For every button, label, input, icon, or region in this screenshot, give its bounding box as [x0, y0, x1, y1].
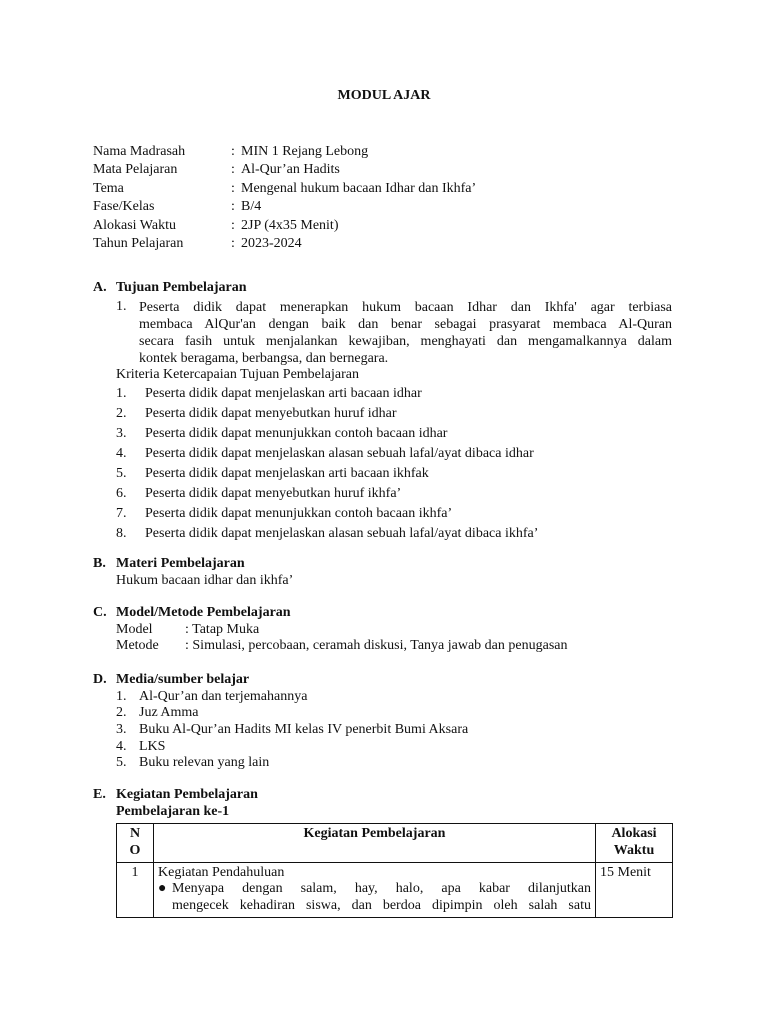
section-letter: C. — [93, 605, 107, 620]
identity-value: MIN 1 Rejang Lebong — [241, 144, 369, 159]
section-title: Materi Pembelajaran — [116, 556, 245, 571]
goal-text — [139, 299, 672, 367]
model-value: : Simulasi, percobaan, ceramah diskusi, Tanya jawab dan penugasan — [185, 637, 568, 653]
criteria-heading: Kriteria Ketercapaian Tujuan Pembelajaran — [116, 366, 359, 382]
criteria-item — [116, 504, 672, 524]
identity-label: Alokasi Waktu — [93, 217, 176, 233]
section-title: Model/Metode Pembelajaran — [116, 605, 291, 620]
criteria-number: 7. — [116, 505, 127, 521]
media-number: 1. — [116, 688, 127, 704]
identity-label: Tahun Pelajaran — [93, 235, 184, 251]
model-row — [116, 622, 567, 638]
identity-value: Mengenal hukum bacaan Idhar dan Ikhfa’ — [241, 180, 477, 196]
model-label: Metode — [116, 637, 159, 653]
section-model — [93, 605, 567, 655]
header-time-line: Waktu — [613, 842, 655, 858]
header-activity: Kegiatan Pembelajaran — [154, 824, 596, 863]
model-value: : Tatap Muka — [185, 621, 260, 637]
goal-item — [116, 299, 672, 367]
section-title: Tujuan Pembelajaran — [116, 280, 247, 295]
activity-title: Kegiatan Pendahuluan — [158, 864, 285, 880]
media-item — [116, 705, 468, 722]
bullet-icon: ● — [158, 881, 167, 897]
table-row — [117, 862, 673, 917]
media-item — [116, 739, 468, 756]
media-number: 5. — [116, 755, 127, 771]
identity-value: Al-Qur’an Hadits — [241, 162, 340, 178]
header-time-line: Alokasi — [611, 826, 657, 841]
goal-number: 1. — [116, 298, 127, 314]
media-item — [116, 689, 468, 706]
bullet-line: Menyapa dengan salam, hay, halo, apa kabar dilanjutkan — [172, 881, 591, 897]
criteria-text: Peserta didik dapat menyebutkan huruf idhar — [145, 405, 397, 421]
criteria-text: Peserta didik dapat menunjukkan contoh bacaan ikhfa’ — [145, 505, 453, 521]
goal-line: kontek beragama, berbangsa, dan bernegara. — [139, 350, 389, 366]
criteria-item — [116, 404, 672, 424]
criteria-number: 3. — [116, 425, 127, 441]
media-number: 3. — [116, 721, 127, 737]
identity-row — [93, 218, 476, 236]
section-title: Media/sumber belajar — [116, 672, 250, 687]
section-heading — [93, 672, 468, 689]
identity-colon: : — [231, 144, 235, 159]
criteria-item — [116, 384, 672, 404]
activity-table — [116, 823, 673, 918]
section-subheading: Pembelajaran ke-1 — [116, 803, 230, 819]
identity-value: 2JP (4x35 Menit) — [241, 217, 339, 233]
identity-value: B/4 — [241, 199, 262, 215]
section-letter: A. — [93, 280, 107, 295]
section-media — [93, 672, 468, 772]
criteria-text: Peserta didik dapat menjelaskan alasan sebuah lafal/ayat dibaca ikhfa’ — [145, 525, 539, 541]
model-row — [116, 638, 567, 655]
criteria-item — [116, 424, 672, 444]
criteria-number: 5. — [116, 465, 127, 481]
section-letter: E. — [93, 787, 106, 802]
row-time: 15 Menit — [596, 862, 673, 917]
section-tujuan — [93, 280, 672, 544]
media-text: Buku Al-Qur’an Hadits MI kelas IV penerbit Bumi Aksara — [139, 721, 469, 737]
identity-block — [93, 144, 476, 254]
header-no — [117, 824, 154, 863]
table-header-row — [117, 824, 673, 863]
section-materi — [93, 556, 293, 590]
criteria-number: 8. — [116, 525, 127, 541]
identity-value: 2023-2024 — [241, 235, 302, 251]
goal-line: Peserta didik dapat menerapkan hukum bacaan Idhar dan Ikhfa' agar terbiasa — [139, 299, 672, 315]
identity-row — [93, 162, 476, 180]
identity-label: Mata Pelajaran — [93, 162, 178, 178]
section-heading — [93, 787, 258, 804]
criteria-item — [116, 444, 672, 464]
identity-label: Tema — [93, 180, 124, 196]
criteria-number: 6. — [116, 485, 127, 501]
identity-colon: : — [231, 180, 235, 196]
media-item — [116, 755, 468, 772]
section-letter: D. — [93, 672, 107, 687]
identity-row — [93, 199, 476, 217]
criteria-item — [116, 484, 672, 504]
media-number: 4. — [116, 738, 127, 754]
criteria-list — [116, 384, 672, 544]
section-letter: B. — [93, 556, 106, 571]
identity-row — [93, 144, 476, 162]
materi-text: Hukum bacaan idhar dan ikhfa’ — [116, 572, 294, 588]
criteria-text: Peserta didik dapat menjelaskan arti bacaan idhar — [145, 385, 422, 401]
section-heading — [93, 556, 293, 573]
identity-label: Nama Madrasah — [93, 144, 186, 159]
criteria-text: Peserta didik dapat menunjukkan contoh bacaan idhar — [145, 425, 448, 441]
section-kegiatan — [93, 787, 258, 821]
goal-line: secara fasih untuk menjalankan kewajiban, menghayati dan mengamalkannya dalam — [139, 333, 672, 349]
identity-row — [93, 236, 476, 254]
activity-bullet-item — [158, 881, 591, 915]
header-time — [596, 824, 673, 863]
document-title: MODUL AJAR — [337, 88, 431, 103]
criteria-number: 2. — [116, 405, 127, 421]
section-heading — [93, 605, 567, 622]
criteria-text: Peserta didik dapat menjelaskan alasan sebuah lafal/ayat dibaca idhar — [145, 445, 534, 461]
identity-label: Fase/Kelas — [93, 199, 155, 215]
media-text: LKS — [139, 738, 166, 754]
media-item — [116, 722, 468, 739]
goal-line: membaca AlQur'an dengan baik dan benar sebagai prasyarat membaca Al-Quran — [139, 316, 672, 332]
media-text: Juz Amma — [139, 705, 199, 721]
identity-colon: : — [231, 235, 235, 251]
media-text: Buku relevan yang lain — [139, 755, 270, 771]
row-activity — [154, 862, 596, 917]
identity-row — [93, 181, 476, 199]
bullet-text — [172, 881, 591, 915]
criteria-item — [116, 524, 672, 544]
identity-colon: : — [231, 217, 235, 233]
section-heading — [93, 280, 672, 297]
identity-colon: : — [231, 162, 235, 178]
header-no-line: O — [129, 842, 141, 858]
bullet-line: mengecek kehadiran siswa, dan berdoa dipimpin oleh salah satu — [172, 898, 591, 914]
criteria-text: Peserta didik dapat menyebutkan huruf ikhfa’ — [145, 485, 402, 501]
criteria-text: Peserta didik dapat menjelaskan arti bacaan ikhfak — [145, 465, 429, 481]
identity-colon: : — [231, 199, 235, 215]
media-number: 2. — [116, 705, 127, 721]
row-number: 1 — [117, 862, 154, 917]
criteria-number: 4. — [116, 445, 127, 461]
criteria-number: 1. — [116, 385, 127, 401]
header-no-line: N — [129, 826, 141, 841]
section-title: Kegiatan Pembelajaran — [116, 787, 258, 802]
media-list — [116, 689, 468, 772]
media-text: Al-Qur’an dan terjemahannya — [139, 688, 308, 704]
model-label: Model — [116, 621, 153, 637]
criteria-item — [116, 464, 672, 484]
